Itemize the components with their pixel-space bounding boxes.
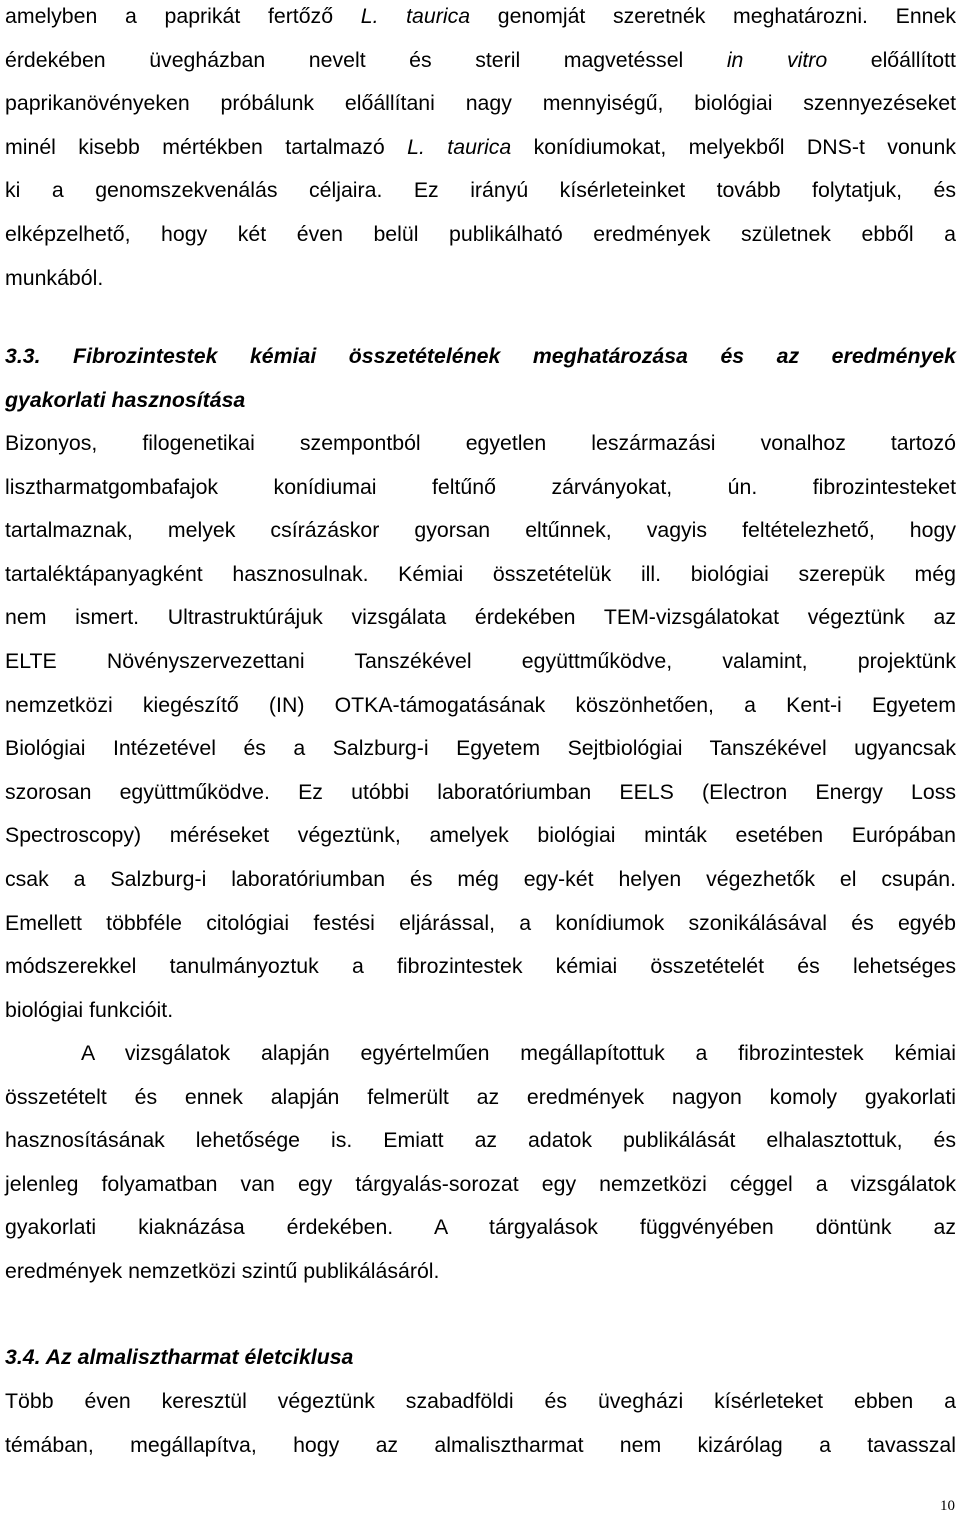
text-line: módszerekkel tanulmányoztuk a fibrozintestek kémiai összetételét és lehetséges [5,954,956,979]
heading-line: gyakorlati hasznosítása [5,387,246,412]
section-3-3-heading [5,335,956,422]
heading-line: 3.4. Az almalisztharmat életciklusa [5,1345,354,1369]
italic-term: in vitro [726,47,828,72]
text-line: ELTE Növényszervezettani Tanszékével együttműködve, valamint, projektünk [5,648,956,673]
text-line: ki a genomszekvenálás céljaira. Ez irányú kísérleteinket tovább folytatjuk, és [5,178,956,203]
section-3-3-paragraph-2 [5,1032,956,1294]
intro-paragraph [5,0,956,300]
text-line: tartalmaznak, melyek csírázáskor gyorsan eltűnnek, vagyis feltételezhető, hogy [5,518,956,543]
text-line: tartaléktápanyagként hasznosulnak. Kémiai összetételük ill. biológiai szerepük még [5,561,956,586]
text-line: elképzelhető, hogy két éven belül publikálható eredmények születnek ebből a [5,221,956,246]
text-line: paprikanövényeken próbálunk előállítani nagy mennyiségű, biológiai szennyezéseket [5,91,956,116]
text-line: amelyben a paprikát fertőző L. taurica genomját szeretnék meghatározni. Ennek [5,4,957,28]
text-line: gyakorlati kiaknázása érdekében. A tárgyalások függvényében döntünk az [5,1215,956,1240]
heading-line: 3.3. Fibrozintestek kémiai összetételének meghatározása és az eredmények [5,344,956,368]
text-line: érdekében üvegházban nevelt és steril magvetéssel in vitro előállított [5,47,956,72]
text-line: csak a Salzburg-i laboratóriumban és még egy-két helyen végezhetők el csupán. [5,866,956,891]
text-line: biológiai funkcióit. [5,997,174,1022]
text-line: szorosan együttműködve. Ez utóbbi laboratóriumban EELS (Electron Energy Loss [5,779,956,804]
text-line: nemzetközi kiegészítő (IN) OTKA-támogatásának köszönhetően, a Kent-i Egyetem [5,692,956,717]
text-line: munkából. [5,265,104,290]
text-line: témában, megállapítva, hogy az almalisztharmat nem kizárólag a tavasszal [5,1432,956,1457]
text-line: Emellett többféle citológiai festési eljárással, a konídiumok szonikálásával és egyéb [5,910,956,935]
text-line: Bizonyos, filogenetikai szempontból egyetlen leszármazási vonalhoz tartozó [5,431,956,455]
text-line: Spectroscopy) méréseket végeztünk, amelyek biológiai minták esetében Európában [5,823,956,848]
text-line: Biológiai Intézetével és a Salzburg-i Egyetem Sejtbiológiai Tanszékével ugyancsak [5,736,956,761]
section-3-3-paragraph-1 [5,422,956,1032]
italic-term: L. taurica [407,134,512,159]
text-line: jelenleg folyamatban van egy tárgyalás-sorozat egy nemzetközi céggel a vizsgálatok [5,1171,956,1196]
text-line: A vizsgálatok alapján egyértelműen megállapítottuk a fibrozintestek kémiai [81,1041,956,1065]
text-line: összetételt és ennek alapján felmerült az eredmények nagyon komoly gyakorlati [5,1084,956,1109]
text-line: lisztharmatgombafajok konídiumai feltűnő zárványokat, ún. fibrozintesteket [5,474,956,499]
text-line: Több éven keresztül végeztünk szabadföldi és üvegházi kísérleteket ebben a [5,1389,956,1413]
text-line: nem ismert. Ultrastruktúrájuk vizsgálata érdekében TEM-vizsgálatokat végeztünk az [5,605,956,630]
text-line: hasznosításának lehetősége is. Emiatt az adatok publikálását elhalasztottuk, és [5,1128,956,1153]
text-line: minél kisebb mértékben tartalmazó L. taurica konídiumokat, melyekből DNS-t vonunk [5,134,956,159]
text-line: eredmények nemzetközi szintű publikálásáról. [5,1258,440,1283]
italic-term: L. taurica [360,4,471,28]
page-number: 10 [940,1498,955,1514]
section-3-4-paragraph [5,1380,956,1467]
section-3-4-heading [5,1336,956,1380]
